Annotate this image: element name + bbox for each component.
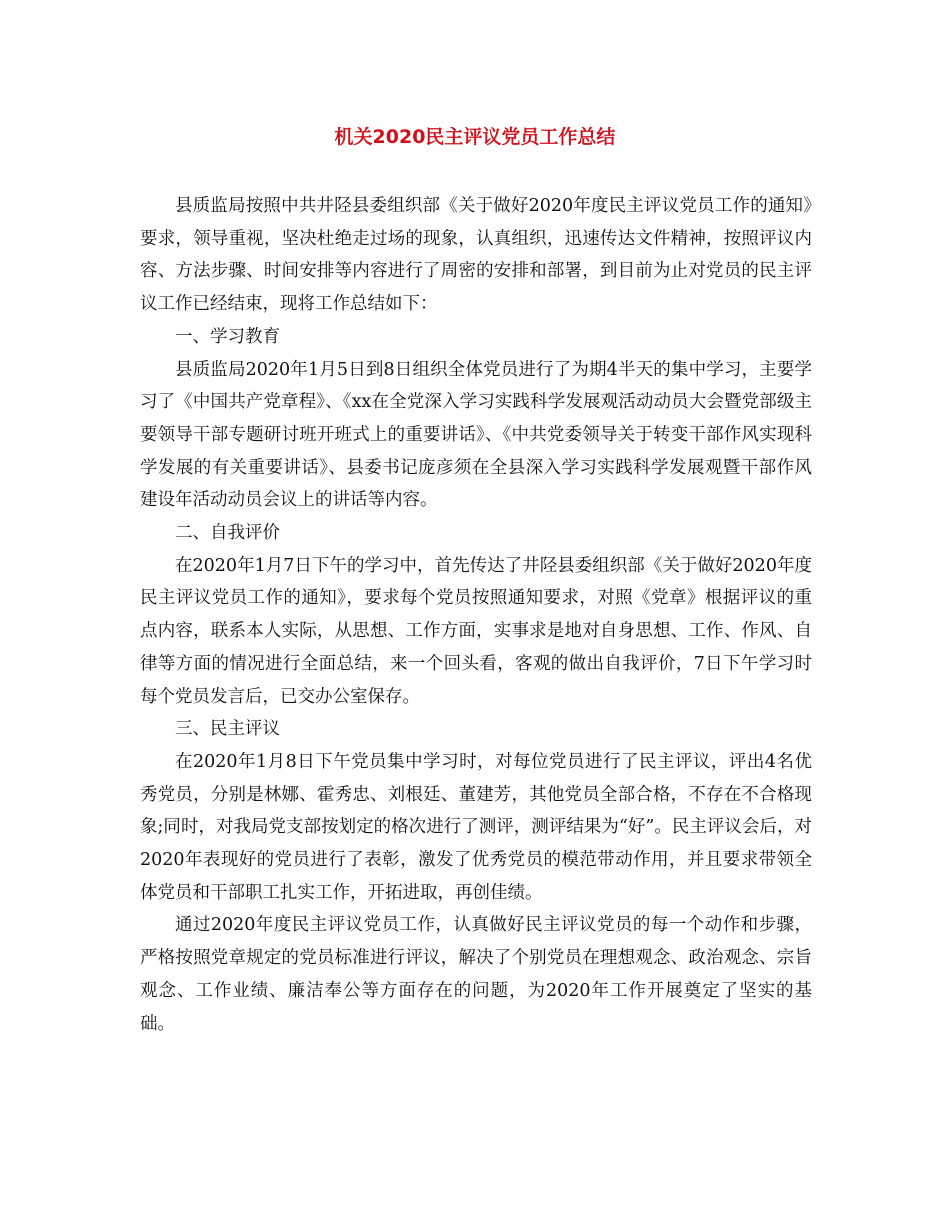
intro-paragraph: 县质监局按照中共井陉县委组织部《关于做好2020年度民主评议党员工作的通知》要求，领导重视，坚决杜绝走过场的现象，认真组织，迅速传达文件精神，按照评议内容、方法步骤、时间安排等内容进行了周密的安排和部署，到目前为止对党员的民主评议工作已经结束，现将工作总结如下：	[140, 196, 812, 315]
democratic-review-paragraph: 在2020年1月8日下午党员集中学习时，对每位党员进行了民主评议，评出4名优秀党员，分别是林娜、霍秀忠、刘根廷、董建芳，其他党员全部合格，不存在不合格现象;同时，对我局党支部按划定的格次进行了测评，测评结果为“好”。民主评议会后，对2020年表现好的党员进行了表彰，激发了优秀党员的模范带动作用，并且要求带领全体党员和干部职工扎实工作，开拓进取，再创佳绩。	[140, 751, 812, 903]
document-body	[140, 190, 812, 1040]
study-paragraph: 县质监局2020年1月5日到8日组织全体党员进行了为期4半天的集中学习，主要学习了《中国共产党章程》、《xx在全党深入学习实践科学发展观活动动员大会暨党部级主要领导干部专题研讨班开班式上的重要讲话》、《中共党委领导关于转变干部作风实现科学发展的有关重要讲话》、县委书记庞彦须在全县深入学习实践科学发展观暨干部作风建设年活动动员会议上的讲话等内容。	[140, 359, 812, 511]
section-heading-democratic-review: 三、民主评议	[175, 719, 280, 740]
conclusion-paragraph: 通过2020年度民主评议党员工作，认真做好民主评议党员的每一个动作和步骤，严格按照党章规定的党员标准进行评议，解决了个别党员在理想观念、政治观念、宗旨观念、工作业绩、廉洁奉公等方面存在的问题，为2020年工作开展奠定了坚实的基础。	[140, 915, 812, 1034]
document-title: 机关2020民主评议党员工作总结	[334, 126, 616, 148]
self-evaluation-paragraph: 在2020年1月7日下午的学习中，首先传达了井陉县委组织部《关于做好2020年度民主评议党员工作的通知》，要求每个党员按照通知要求，对照《党章》根据评议的重点内容，联系本人实际，从思想、工作方面，实事求是地对自身思想、工作、作风、自律等方面的情况进行全面总结，来一个回头看，客观的做出自我评价，7日下午学习时每个党员发言后，已交办公室保存。	[140, 555, 812, 707]
section-heading-study: 一、学习教育	[175, 326, 280, 347]
section-heading-self-evaluation: 二、自我评价	[175, 523, 280, 544]
